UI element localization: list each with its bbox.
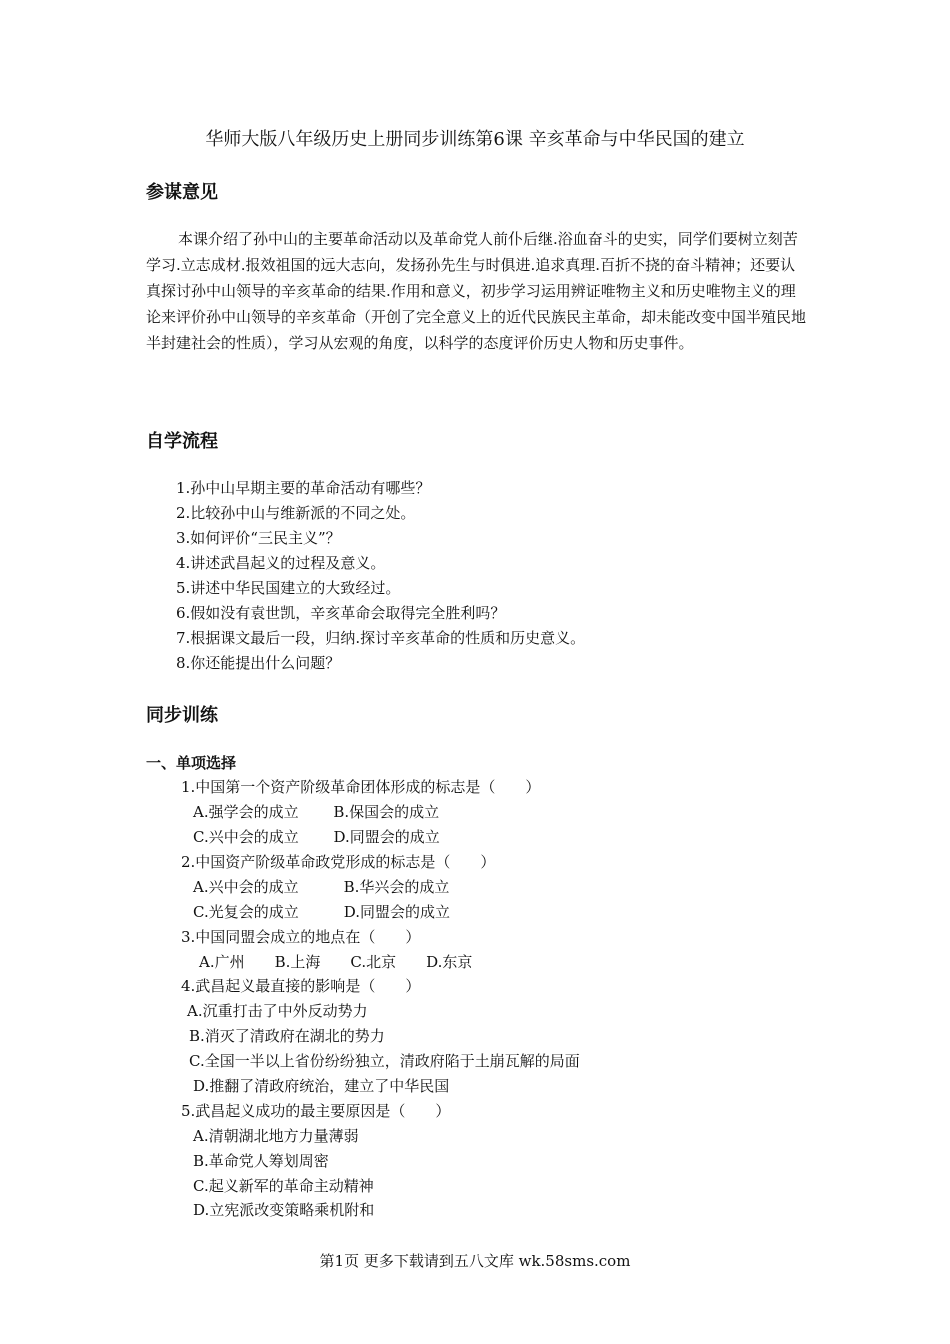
training-heading: 同步训练 (146, 705, 218, 726)
document-title: 华师大版八年级历史上册同步训练第6课 辛亥革命与中华民国的建立 (205, 129, 745, 150)
question-4-option-b: B.消灭了清政府在湖北的势力 (189, 1027, 385, 1045)
question-5-option-c: C.起义新军的革命主动精神 (193, 1177, 374, 1195)
multiple-choice-heading: 一、单项选择 (146, 754, 237, 772)
self-study-item-5: 5.讲述中华民国建立的大致经过。 (176, 579, 401, 597)
question-5-option-d: D.立宪派改变策略乘机附和 (193, 1201, 375, 1219)
self-study-item-3: 3.如何评价“三民主义”？ (176, 529, 341, 547)
question-2: 2.中国资产阶级革命政党形成的标志是（ ） (181, 853, 496, 871)
question-4-option-c: C.全国一半以上省份纷纷独立，清政府陷于土崩瓦解的局面 (189, 1052, 580, 1070)
self-study-item-6: 6.假如没有袁世凯，辛亥革命会取得完全胜利吗？ (176, 604, 506, 622)
question-5: 5.武昌起义成功的最主要原因是（ ） (181, 1102, 451, 1120)
question-1-options-cd: C.兴中会的成立 D.同盟会的成立 (193, 828, 440, 846)
question-4-option-a: A.沉重打击了中外反动势力 (187, 1002, 368, 1020)
question-3: 3.中国同盟会成立的地点在（ ） (181, 928, 421, 946)
advice-paragraph: 本课介绍了孙中山的主要革命活动以及革命党人前仆后继.浴血奋斗的史实，同学们要树立刻苦学习.立志成材.报效祖国的远大志向，发扬孙先生与时俱进.追求真理.百折不挠的奋斗精神；还要认真探讨孙中山领导的辛亥革命的结果.作用和意义，初步学习运用辨证唯物主义和历史唯物主义的理论来评价孙中山领导的辛亥革命（开创了完全意义上的近代民族民主革命，却未能改变中国半殖民地半封建社会的性质），学习从宏观的角度，以科学的态度评价历史人物和历史事件。 (146, 230, 807, 352)
question-5-option-a: A.清朝湖北地方力量薄弱 (193, 1127, 359, 1145)
question-3-options: A.广州 B.上海 C.北京 D.东京 (199, 953, 473, 971)
self-study-heading: 自学流程 (146, 431, 218, 452)
question-1-options-ab: A.强学会的成立 B.保国会的成立 (193, 803, 440, 821)
question-5-option-b: B.革命党人筹划周密 (193, 1152, 329, 1170)
self-study-item-2: 2.比较孙中山与维新派的不同之处。 (176, 504, 416, 522)
advice-heading: 参谋意见 (146, 182, 218, 203)
question-2-options-cd: C.光复会的成立 D.同盟会的成立 (193, 903, 450, 921)
self-study-item-8: 8.你还能提出什么问题？ (176, 654, 341, 672)
question-1: 1.中国第一个资产阶级革命团体形成的标志是（ ） (181, 778, 541, 796)
question-4-option-d: D.推翻了清政府统治，建立了中华民国 (193, 1077, 450, 1095)
question-2-options-ab: A.兴中会的成立 B.华兴会的成立 (193, 878, 450, 896)
self-study-item-4: 4.讲述武昌起义的过程及意义。 (176, 554, 386, 572)
question-4: 4.武昌起义最直接的影响是（ ） (181, 977, 421, 995)
page-footer: 第1页 更多下载请到五八文库 wk.58sms.com (319, 1252, 631, 1270)
self-study-item-7: 7.根据课文最后一段，归纳.探讨辛亥革命的性质和历史意义。 (176, 629, 586, 647)
self-study-item-1: 1.孙中山早期主要的革命活动有哪些？ (176, 479, 431, 497)
